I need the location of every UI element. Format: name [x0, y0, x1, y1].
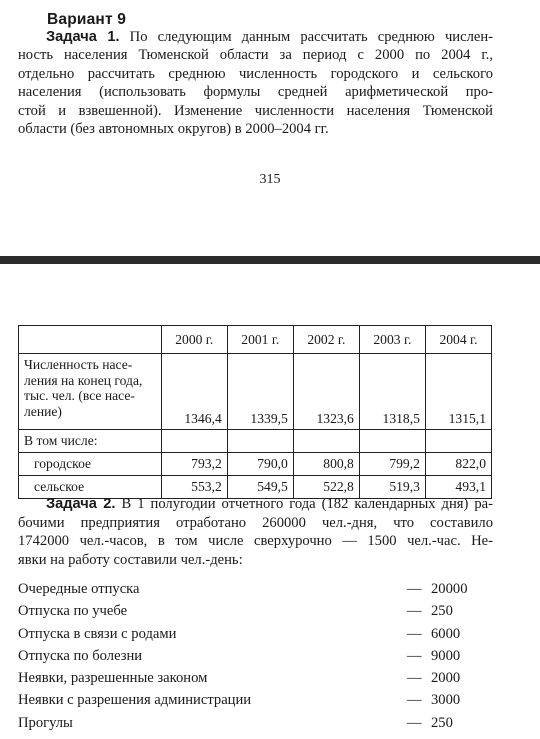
table-cell: [293, 430, 359, 453]
task2-line: явки на работу составили чел.-день:: [18, 551, 243, 568]
task2-line: Задача 2. В 1 полугодии отчетного года (182 календарных дня) ра-: [46, 496, 494, 512]
table-row-label: В том числе:: [19, 430, 162, 453]
list-item: [18, 578, 492, 600]
table-cell: 549,5: [227, 476, 293, 499]
task1-line: ность населения Тюменской области за период с 2000 по 2004 г.,: [18, 47, 493, 64]
list-item-label: Неявки, разрешенные законом: [18, 670, 208, 687]
table-year-header: 2001 г.: [227, 326, 293, 354]
task2-title: Задача 2.: [46, 496, 116, 512]
list-item-value: 250: [431, 714, 453, 731]
task1-line: отдельно рассчитать среднюю численность городского и сельского: [18, 65, 493, 82]
table-cell: [161, 430, 227, 453]
table-cell: 519,3: [359, 476, 425, 499]
list-item-dash: —: [407, 647, 422, 664]
table-year-header: 2000 г.: [161, 326, 227, 354]
table-cell: 1346,4: [161, 354, 227, 430]
page-number: 315: [259, 172, 281, 187]
list-item-label: Отпуска в связи с родами: [18, 625, 177, 642]
table-cell: [425, 430, 491, 453]
task2-text: [18, 495, 493, 569]
table-cell: 800,8: [293, 453, 359, 476]
table-row-label: Численность насе- ления на конец года, тыс. чел. (все насе- ление): [19, 354, 162, 430]
table-row-label: сельское: [19, 476, 162, 499]
task1-line: стой и взвешенной). Изменение численности населения Тюменской: [18, 102, 493, 119]
list-item-label: Очередные отпуска: [18, 581, 140, 597]
table-cell: 522,8: [293, 476, 359, 499]
task2-line: бочими предприятия отработано 260000 чел.-дня, что составило: [18, 514, 493, 531]
table-row-subheader: [19, 430, 492, 453]
task2-line: 1742000 чел.-часов, в том числе сверхурочно — 1500 чел.-час. Не-: [18, 533, 493, 550]
table-cell: 790,0: [227, 453, 293, 476]
list-item: [18, 689, 492, 711]
absence-list: [18, 578, 492, 734]
list-item-value: 6000: [431, 625, 461, 642]
table-cell: 793,2: [161, 453, 227, 476]
list-item-value: 9000: [431, 647, 461, 664]
task1-title: Задача 1.: [46, 29, 120, 45]
list-item-label: Отпуска по болезни: [18, 647, 143, 664]
list-item-dash: —: [407, 692, 422, 709]
page-top: [0, 0, 540, 256]
table-cell: 1323,6: [293, 354, 359, 430]
task1-text: [18, 28, 493, 138]
list-item-dash: —: [407, 625, 422, 642]
list-item-label: Прогулы: [18, 714, 73, 731]
task1-line: области (без автономных округов) в 2000–2004 гг.: [18, 121, 329, 138]
table-corner-cell: [19, 326, 162, 354]
table-cell: 493,1: [425, 476, 491, 499]
table-cell: 799,2: [359, 453, 425, 476]
variant-heading: Вариант 9: [47, 11, 127, 28]
table-cell: 553,2: [161, 476, 227, 499]
table-cell: 1318,5: [359, 354, 425, 430]
population-table: [18, 325, 492, 499]
list-item-value: 20000: [431, 581, 468, 597]
list-item-label: Неявки с разрешения администрации: [18, 692, 252, 709]
table-year-header: 2004 г.: [425, 326, 491, 354]
list-item: [18, 712, 492, 734]
list-item-dash: —: [407, 714, 422, 731]
list-item-dash: —: [407, 581, 422, 597]
list-item: [18, 645, 492, 667]
table-row-label: городское: [19, 453, 162, 476]
task1-line: Задача 1. По следующим данным рассчитать среднюю числен-: [46, 29, 493, 45]
table-cell: 822,0: [425, 453, 491, 476]
table-year-header: 2002 г.: [293, 326, 359, 354]
list-item: [18, 600, 492, 622]
list-item-dash: —: [407, 670, 422, 687]
task1-line: населения (использовать формулы средней арифметической про-: [18, 84, 493, 101]
table-year-header: 2003 г.: [359, 326, 425, 354]
list-item-value: 3000: [431, 692, 461, 709]
table-cell: [227, 430, 293, 453]
table-row-total: [19, 354, 492, 430]
list-item: [18, 623, 492, 645]
table-cell: 1315,1: [425, 354, 491, 430]
list-item-value: 250: [431, 603, 453, 620]
list-item-label: Отпуска по учебе: [18, 603, 128, 620]
table-cell: 1339,5: [227, 354, 293, 430]
table-cell: [359, 430, 425, 453]
table-header-row: [19, 326, 492, 354]
list-item-value: 2000: [431, 670, 461, 687]
page-divider: [0, 256, 540, 264]
list-item: [18, 667, 492, 689]
list-item-dash: —: [407, 603, 422, 620]
table-row-urban: [19, 453, 492, 476]
page-bottom: [0, 264, 540, 739]
